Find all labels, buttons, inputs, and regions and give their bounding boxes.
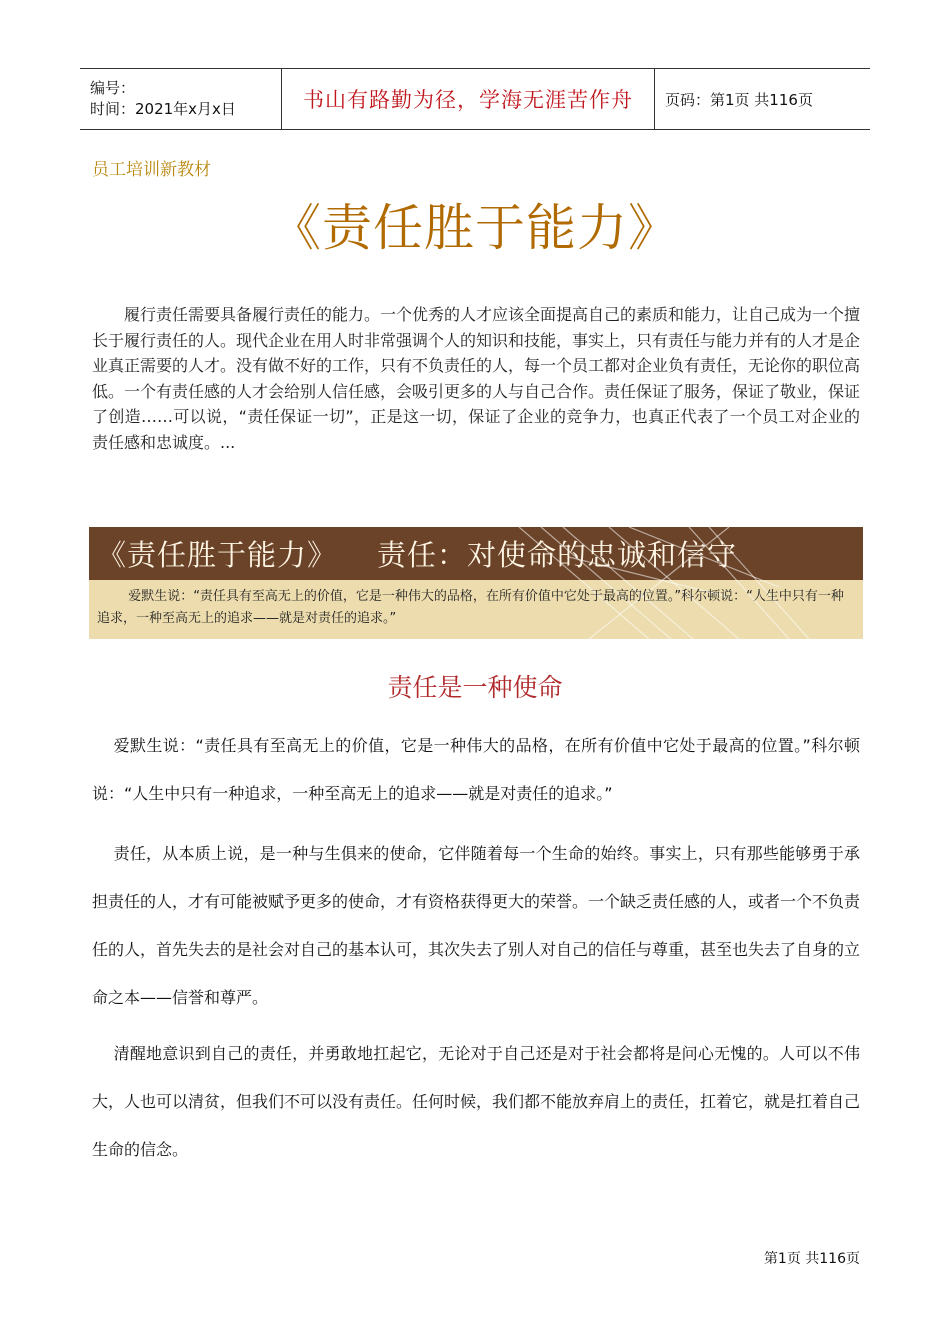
document-subtitle: 员工培训新教材 bbox=[92, 160, 211, 180]
section-heading: 责任是一种使命 bbox=[387, 673, 563, 702]
header-page-number: 页码：第1页 共116页 bbox=[665, 90, 813, 109]
page-header bbox=[80, 68, 870, 130]
document-date-label: 时间：2021年x月x日 bbox=[90, 100, 236, 118]
banner-book-title: 《责任胜于能力》 bbox=[97, 538, 338, 572]
body-paragraph: 责任，从本质上说，是一种与生俱来的使命，它伴随着每一个生命的始终。事实上，只有那些能够勇于承担责任的人，才有可能被赋予更多的使命，才有资格获得更大的荣誉。一个缺乏责任感的人，或者一个不负责任的人，首先失去的是社会对自己的基本认可，其次失去了别人对自己的信任与尊重，甚至也失去了自身的立命之本——信誉和尊严。 bbox=[92, 844, 861, 1007]
chapter-banner bbox=[89, 527, 863, 639]
banner-chapter-title: 责任：对使命的忠诚和信守 bbox=[377, 538, 738, 572]
body-paragraph: 清醒地意识到自己的责任，并勇敢地扛起它，无论对于自己还是对于社会都将是问心无愧的。人可以不伟大，人也可以清贫，但我们不可以没有责任。任何时候，我们都不能放弃肩上的责任，扛着它，就是扛着自己生命的信念。 bbox=[92, 1044, 861, 1159]
document-title: 《责任胜于能力》 bbox=[271, 199, 679, 257]
body-paragraph: 爱默生说：“责任具有至高无上的价值，它是一种伟大的品格，在所有价值中它处于最高的位置。”科尔顿说：“人生中只有一种追求，一种至高无上的追求——就是对责任的追求。” bbox=[92, 736, 860, 803]
header-meta bbox=[80, 69, 281, 129]
banner-quote: 爱默生说：“责任具有至高无上的价值，它是一种伟大的品格，在所有价值中它处于最高的位置。”科尔顿说：“人生中只有一种追求，一种至高无上的追求——就是对责任的追求。” bbox=[97, 589, 844, 626]
header-motto: 书山有路勤为径，学海无涯苦作舟 bbox=[281, 69, 655, 129]
document-number-label: 编号： bbox=[90, 79, 136, 97]
banner-title bbox=[89, 533, 737, 574]
intro-paragraph: 履行责任需要具备履行责任的能力。一个优秀的人才应该全面提高自己的素质和能力，让自己成为一个擅长于履行责任的人。现代企业在用人时非常强调个人的知识和技能，事实上，只有责任与能力并有的人才是企业真正需要的人才。没有做不好的工作，只有不负责任的人，每一个员工都对企业负有责任，无论你的职位高低。一个有责任感的人才会给别人信任感，会吸引更多的人与自己合作。责任保证了服务，保证了敬业，保证了创造……可以说，“责任保证一切”，正是这一切，保证了企业的竞争力，也真正代表了一个员工对企业的责任感和忠诚度。... bbox=[92, 305, 861, 452]
footer-page-number: 第1页 共116页 bbox=[763, 1251, 860, 1267]
